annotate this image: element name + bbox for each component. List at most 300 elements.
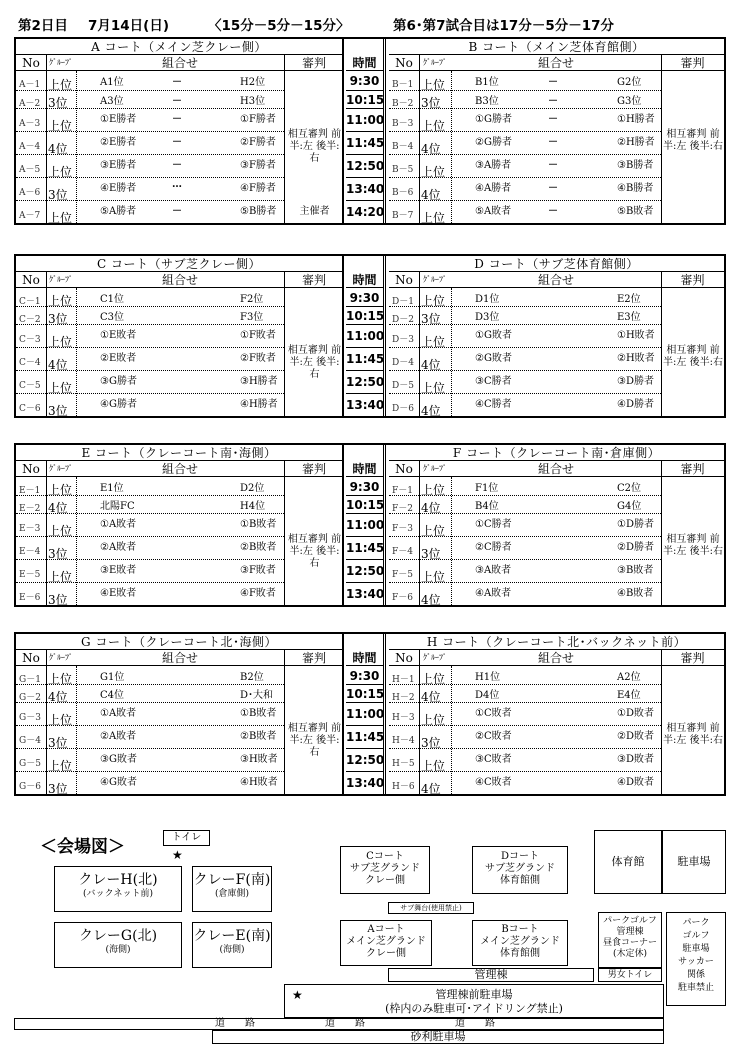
match-away: ③F敗者	[240, 565, 276, 576]
court-title: A コート（メイン芝クレー側）	[16, 39, 342, 55]
referee-host: 主催者	[299, 206, 330, 217]
match-home: ④C敗者	[475, 777, 512, 788]
match-away: ④H敗者	[240, 777, 278, 788]
match-g: 上位	[48, 713, 73, 727]
match-away: B2位	[240, 672, 264, 683]
match-g: 4位	[421, 782, 441, 796]
match-g: 4位	[48, 501, 68, 515]
match-row	[389, 749, 661, 772]
match-g: 上位	[421, 713, 446, 727]
header-ref: 審判	[680, 651, 705, 665]
court-a-box	[340, 920, 432, 966]
format-label: 〈15分－5分－15分〉	[208, 18, 350, 34]
match-no: A－5	[19, 165, 41, 175]
parking-box: 駐車場	[662, 830, 726, 894]
match-away: ②B敗者	[240, 731, 277, 742]
court-b-line2: メイン芝グランド	[480, 936, 560, 947]
match-no: B－2	[392, 98, 414, 109]
match-away: D･大和	[240, 690, 274, 701]
match-away: ①B敗者	[240, 708, 277, 719]
clay-h-box	[54, 866, 182, 912]
match-home: ①C敗者	[475, 708, 512, 719]
match-home: ②E敗者	[100, 353, 137, 364]
time-column	[346, 634, 386, 794]
time-slot: 9:30	[346, 72, 383, 91]
schedule-section	[14, 632, 726, 796]
match-row	[16, 348, 284, 371]
match-row	[16, 772, 284, 795]
court-title: E コート（クレーコート南･海側）	[16, 445, 342, 461]
time-slot: 9:30	[346, 289, 383, 307]
time-header: 時間	[346, 272, 383, 288]
match-away: ③B敗者	[617, 565, 654, 576]
clay-e-label: クレーE(南)	[193, 928, 271, 944]
court-title: F コート（クレーコート南･倉庫側）	[389, 445, 724, 461]
time-header: 時間	[346, 650, 383, 666]
match-home: F1位	[475, 483, 499, 494]
header-grp: ｸﾞﾙｰﾌﾟ	[423, 275, 447, 284]
match-g: 上位	[421, 672, 446, 686]
match-no: F－3	[392, 524, 413, 534]
schedule-section	[14, 37, 726, 225]
court-d-box	[472, 846, 568, 894]
match-no: F－5	[392, 570, 413, 580]
match-row	[16, 560, 284, 583]
match-away: ①F敗者	[240, 330, 276, 341]
match-g: 3位	[421, 547, 441, 561]
match-g: 上位	[48, 570, 73, 584]
match-row	[16, 132, 284, 155]
match-dash: －	[172, 114, 182, 125]
court-table	[16, 39, 344, 223]
match-no: C－4	[19, 358, 41, 368]
match-no: B－6	[392, 188, 414, 198]
match-row	[16, 537, 284, 560]
match-g: 3位	[48, 96, 68, 110]
match-dash: －	[548, 160, 558, 171]
match-away: ①F勝者	[240, 114, 276, 125]
admin-parking-label: 管理棟前駐車場	[435, 988, 513, 1001]
column-header	[16, 650, 342, 666]
time-slot: 11:45	[346, 537, 383, 560]
match-away: ②D勝者	[617, 542, 654, 553]
match-home: ④E勝者	[100, 183, 137, 194]
match-g: 上位	[48, 211, 73, 225]
match-no: G－2	[19, 692, 41, 703]
time-slot: 10:15	[346, 498, 385, 512]
court-table	[16, 634, 344, 794]
match-no: F－4	[392, 547, 413, 557]
column-divider	[284, 461, 285, 605]
court-b-box	[472, 920, 568, 966]
court-a-line2: メイン芝グランド	[346, 936, 426, 947]
match-dash: －	[172, 137, 182, 148]
match-dash: －	[172, 96, 182, 107]
court-table	[16, 256, 344, 416]
header-grp: ｸﾞﾙｰﾌﾟ	[49, 275, 73, 284]
header-match: 組合せ	[537, 462, 574, 476]
match-home: ③E勝者	[100, 160, 137, 171]
match-away: ①H勝者	[617, 114, 655, 125]
header-match: 組合せ	[537, 651, 574, 665]
match-away: ②H勝者	[617, 137, 655, 148]
header-match: 組合せ	[161, 651, 198, 665]
time-slot: 13:40	[346, 587, 385, 601]
match-row	[389, 583, 661, 606]
court-b-line3: 体育館側	[500, 948, 540, 959]
match-row	[16, 726, 284, 749]
column-header	[389, 55, 724, 71]
park-golf-line1: パークゴルフ	[603, 916, 657, 926]
time-slot: 10:15	[346, 687, 385, 701]
match-g: 3位	[48, 736, 68, 750]
column-divider	[284, 650, 285, 794]
court-a-line3: クレー側	[366, 948, 406, 959]
time-slot: 11:00	[346, 325, 383, 348]
match-away: ②B敗者	[240, 542, 277, 553]
match-row	[16, 685, 284, 703]
match-row	[16, 201, 284, 224]
header-grp: ｸﾞﾙｰﾌﾟ	[423, 58, 447, 67]
match-no: G－3	[19, 713, 41, 723]
match-home: ①A敗者	[100, 519, 137, 530]
match-no: E－1	[19, 485, 41, 496]
header-ref: 審判	[680, 56, 705, 70]
match-no: F－1	[392, 485, 413, 496]
pg-parking-line6: 駐車禁止	[677, 983, 714, 993]
match-no: D－2	[392, 314, 414, 325]
match-away: ④F勝者	[240, 183, 276, 194]
time-slot: 11:00	[346, 109, 383, 132]
match-home: ①G勝者	[475, 114, 512, 125]
match-home: ⑤A敗者	[475, 206, 512, 217]
match-dash: －	[172, 77, 182, 88]
match-g: 4位	[421, 188, 441, 202]
header-grp: ｸﾞﾙｰﾌﾟ	[423, 464, 447, 473]
match-no: G－6	[19, 782, 41, 792]
match-home: D1位	[475, 294, 500, 305]
match-row	[389, 703, 661, 726]
match-no: B－3	[392, 119, 414, 129]
column-divider	[284, 272, 285, 416]
match-away: ④D敗者	[617, 777, 654, 788]
gym-box: 体育館	[594, 830, 662, 894]
park-golf-line4: (木定休)	[612, 949, 648, 959]
match-no: H－1	[392, 674, 415, 685]
header-no: No	[395, 462, 413, 476]
match-row	[389, 72, 661, 91]
match-row	[389, 91, 661, 109]
match-g: 3位	[421, 312, 441, 326]
time-slot: 12:50	[346, 155, 383, 178]
pg-parking-line5: 関係	[686, 970, 705, 980]
match-row	[389, 325, 661, 348]
admin-building-box: 管理棟	[388, 968, 594, 982]
match-no: C－5	[19, 381, 41, 391]
match-no: A－1	[19, 80, 41, 90]
column-divider	[661, 650, 662, 794]
admin-parking-box	[284, 984, 664, 1018]
match-row	[389, 514, 661, 537]
time-slot: 9:30	[346, 667, 383, 685]
header-match: 組合せ	[161, 462, 198, 476]
clay-g-box	[54, 922, 182, 968]
match-row	[389, 496, 661, 514]
match-row	[16, 178, 284, 201]
header-grp: ｸﾞﾙｰﾌﾟ	[49, 653, 73, 662]
court-title: C コート（サブ芝クレー側）	[16, 256, 342, 272]
match-home: ②C勝者	[475, 542, 512, 553]
match-row	[16, 667, 284, 685]
match-home: ②G敗者	[475, 353, 512, 364]
match-home: C3位	[100, 312, 125, 323]
match-away: C2位	[617, 483, 642, 494]
match-away: ④B敗者	[617, 588, 654, 599]
match-dash: －	[548, 77, 558, 88]
header-grp: ｸﾞﾙｰﾌﾟ	[49, 58, 73, 67]
match-row	[16, 109, 284, 132]
time-slot: 11:45	[346, 726, 383, 749]
match-g: 3位	[421, 96, 441, 110]
match-row	[16, 371, 284, 394]
match-home: ③G勝者	[100, 376, 137, 387]
match-no: G－1	[19, 674, 41, 685]
match-g: 3位	[421, 736, 441, 750]
match-g: 3位	[48, 782, 68, 796]
match-row	[16, 155, 284, 178]
star-icon: ★	[172, 848, 183, 862]
match-away: ③B勝者	[617, 160, 654, 171]
header-no: No	[395, 651, 413, 665]
court-b-line1: Bコート	[501, 924, 539, 935]
match-g: 4位	[48, 690, 68, 704]
header-ref: 審判	[680, 273, 705, 287]
match-no: F－6	[392, 593, 413, 603]
match-home: ②E勝者	[100, 137, 137, 148]
time-slot: 10:15	[346, 93, 385, 107]
match-home: ③C敗者	[475, 754, 512, 765]
match-away: H4位	[240, 501, 266, 512]
match-away: ③D勝者	[617, 376, 654, 387]
clay-h-label: クレーH(北)	[78, 872, 158, 888]
match-row	[389, 348, 661, 371]
match-away: ⑤B敗者	[617, 206, 654, 217]
match-dash: －	[172, 160, 182, 171]
court-title: D コート（サブ芝体育館側）	[389, 256, 724, 272]
court-d-line2: サブ芝グランド	[485, 863, 555, 874]
match-row	[389, 726, 661, 749]
time-slot: 11:45	[346, 348, 383, 371]
match-away: ③H敗者	[240, 754, 278, 765]
header-grp: ｸﾞﾙｰﾌﾟ	[49, 464, 73, 473]
match-home: ①G敗者	[475, 330, 512, 341]
referee-note: 相互審判 前半:左 後半:右	[287, 723, 342, 758]
match-row	[389, 685, 661, 703]
match-no: A－7	[19, 211, 41, 221]
match-row	[16, 496, 284, 514]
match-home: A3位	[100, 96, 124, 107]
match-no: E－5	[19, 570, 41, 580]
pg-parking-line1: パーク	[682, 918, 710, 928]
match-row	[16, 703, 284, 726]
match-home: ③A勝者	[475, 160, 512, 171]
match-g: 4位	[421, 404, 441, 418]
match-home: D3位	[475, 312, 500, 323]
match-home: ②G勝者	[475, 137, 512, 148]
court-c-line1: Cコート	[366, 851, 404, 862]
court-table	[389, 634, 724, 794]
match-row	[16, 749, 284, 772]
admin-parking-note: (枠内のみ駐車可･アイドリング禁止)	[385, 1002, 563, 1015]
match-no: H－4	[392, 736, 415, 746]
match-no: B－7	[392, 211, 414, 221]
match-home: ③G敗者	[100, 754, 137, 765]
court-table	[389, 445, 724, 605]
match-g: 上位	[421, 570, 446, 584]
court-c-line2: サブ芝グランド	[350, 863, 420, 874]
clay-f-sub: (倉庫側)	[214, 889, 250, 899]
match-home: ④A勝者	[475, 183, 512, 194]
match-dash: －	[548, 183, 558, 194]
time-slot: 9:30	[346, 478, 383, 496]
header-grp: ｸﾞﾙｰﾌﾟ	[423, 653, 447, 662]
header-match: 組合せ	[537, 273, 574, 287]
referee-note: 相互審判 前半:左 後半:右	[287, 129, 342, 164]
match-away: ①D敗者	[617, 708, 654, 719]
match-g: 上位	[421, 78, 446, 92]
court-c-box	[340, 846, 430, 894]
match-away: F2位	[240, 294, 264, 305]
match-no: D－6	[392, 404, 414, 414]
park-golf-box	[598, 912, 662, 968]
match-away: ③H勝者	[240, 376, 278, 387]
match-away: ③F勝者	[240, 160, 276, 171]
match-row	[16, 72, 284, 91]
match-dash: －	[548, 137, 558, 148]
match-no: D－1	[392, 296, 414, 307]
match-home: G1位	[100, 672, 125, 683]
header-ref: 審判	[301, 273, 326, 287]
match-dash: …	[172, 179, 182, 190]
header-no: No	[22, 273, 40, 287]
time-slot: 12:50	[346, 749, 383, 772]
match-home: ⑤A勝者	[100, 206, 137, 217]
match-home: ③E敗者	[100, 565, 137, 576]
star-icon: ★	[292, 988, 303, 1002]
column-header	[16, 272, 342, 288]
match-g: 上位	[48, 759, 73, 773]
header-no: No	[22, 462, 40, 476]
header-ref: 審判	[301, 462, 326, 476]
match-g: 上位	[421, 483, 446, 497]
match-home: ④E敗者	[100, 588, 137, 599]
match-g: 3位	[48, 188, 68, 202]
road-label-3: 道 路	[455, 1018, 495, 1029]
match-away: E2位	[617, 294, 641, 305]
match-away: D2位	[240, 483, 265, 494]
match-no: C－2	[19, 314, 41, 325]
match-away: ④F敗者	[240, 588, 276, 599]
court-table	[389, 256, 724, 416]
match-no: H－2	[392, 692, 415, 703]
toilet-box: トイレ	[163, 830, 210, 846]
road-label-2: 道 路	[325, 1018, 365, 1029]
match-row	[389, 478, 661, 496]
time-column	[346, 39, 386, 223]
header-match: 組合せ	[161, 273, 198, 287]
match-row	[389, 132, 661, 155]
park-golf-parking-box	[666, 912, 726, 1006]
day-label: 第2日目	[18, 18, 68, 34]
match-row	[16, 583, 284, 606]
match-home: ②A敗者	[100, 731, 137, 742]
pg-parking-line3: 駐車場	[682, 944, 710, 954]
match-g: 上位	[48, 672, 73, 686]
match-no: C－6	[19, 404, 41, 414]
match-g: 4位	[421, 501, 441, 515]
match-dash: －	[548, 206, 558, 217]
road-label-1: 道 路	[215, 1018, 255, 1029]
match-away: ①D勝者	[617, 519, 654, 530]
header-no: No	[395, 273, 413, 287]
match-row	[389, 109, 661, 132]
court-d-line1: Dコート	[500, 851, 540, 862]
road	[14, 1018, 664, 1030]
match-g: 上位	[48, 78, 73, 92]
header-match: 組合せ	[161, 56, 198, 70]
referee-note: 相互審判 前半:左 後半:右	[663, 129, 723, 152]
column-header	[389, 272, 724, 288]
pg-parking-line2: ゴルフ	[682, 931, 710, 941]
match-g: 上位	[48, 119, 73, 133]
match-home: B3位	[475, 96, 499, 107]
referee-note: 相互審判 前半:左 後半:右	[663, 723, 723, 746]
match-row	[16, 289, 284, 307]
match-away: ④D勝者	[617, 399, 654, 410]
column-header	[16, 55, 342, 71]
header-no: No	[22, 651, 40, 665]
match-row	[16, 325, 284, 348]
match-away: ④B勝者	[617, 183, 654, 194]
match-home: ①A敗者	[100, 708, 137, 719]
time-slot: 12:50	[346, 371, 383, 394]
time-slot: 10:15	[346, 309, 385, 323]
clay-h-sub: (バックネット前)	[83, 889, 153, 899]
park-golf-line3: 昼食コーナー	[602, 938, 657, 948]
match-row	[16, 307, 284, 325]
match-home: C1位	[100, 294, 125, 305]
referee-note: 相互審判 前半:左 後半:右	[287, 345, 342, 380]
match-home: ①C勝者	[475, 519, 512, 530]
match-no: A－6	[19, 188, 41, 198]
time-header: 時間	[346, 55, 383, 71]
court-c-line3: クレー側	[365, 875, 405, 886]
time-slot: 13:40	[346, 776, 385, 790]
match-g: 上位	[48, 524, 73, 538]
column-header	[16, 461, 342, 477]
time-slot: 12:50	[346, 560, 383, 583]
match-away: ②F勝者	[240, 137, 276, 148]
match-g: 上位	[48, 165, 73, 179]
time-slot: 11:00	[346, 703, 383, 726]
court-title: H コート（クレーコート北･バックネット前）	[389, 634, 724, 650]
match-g: 上位	[421, 119, 446, 133]
header-ref: 審判	[680, 462, 705, 476]
column-divider	[661, 272, 662, 416]
referee-note: 相互審判 前半:左 後半:右	[663, 345, 723, 368]
match-g: 上位	[421, 381, 446, 395]
match-away: E3位	[617, 312, 641, 323]
